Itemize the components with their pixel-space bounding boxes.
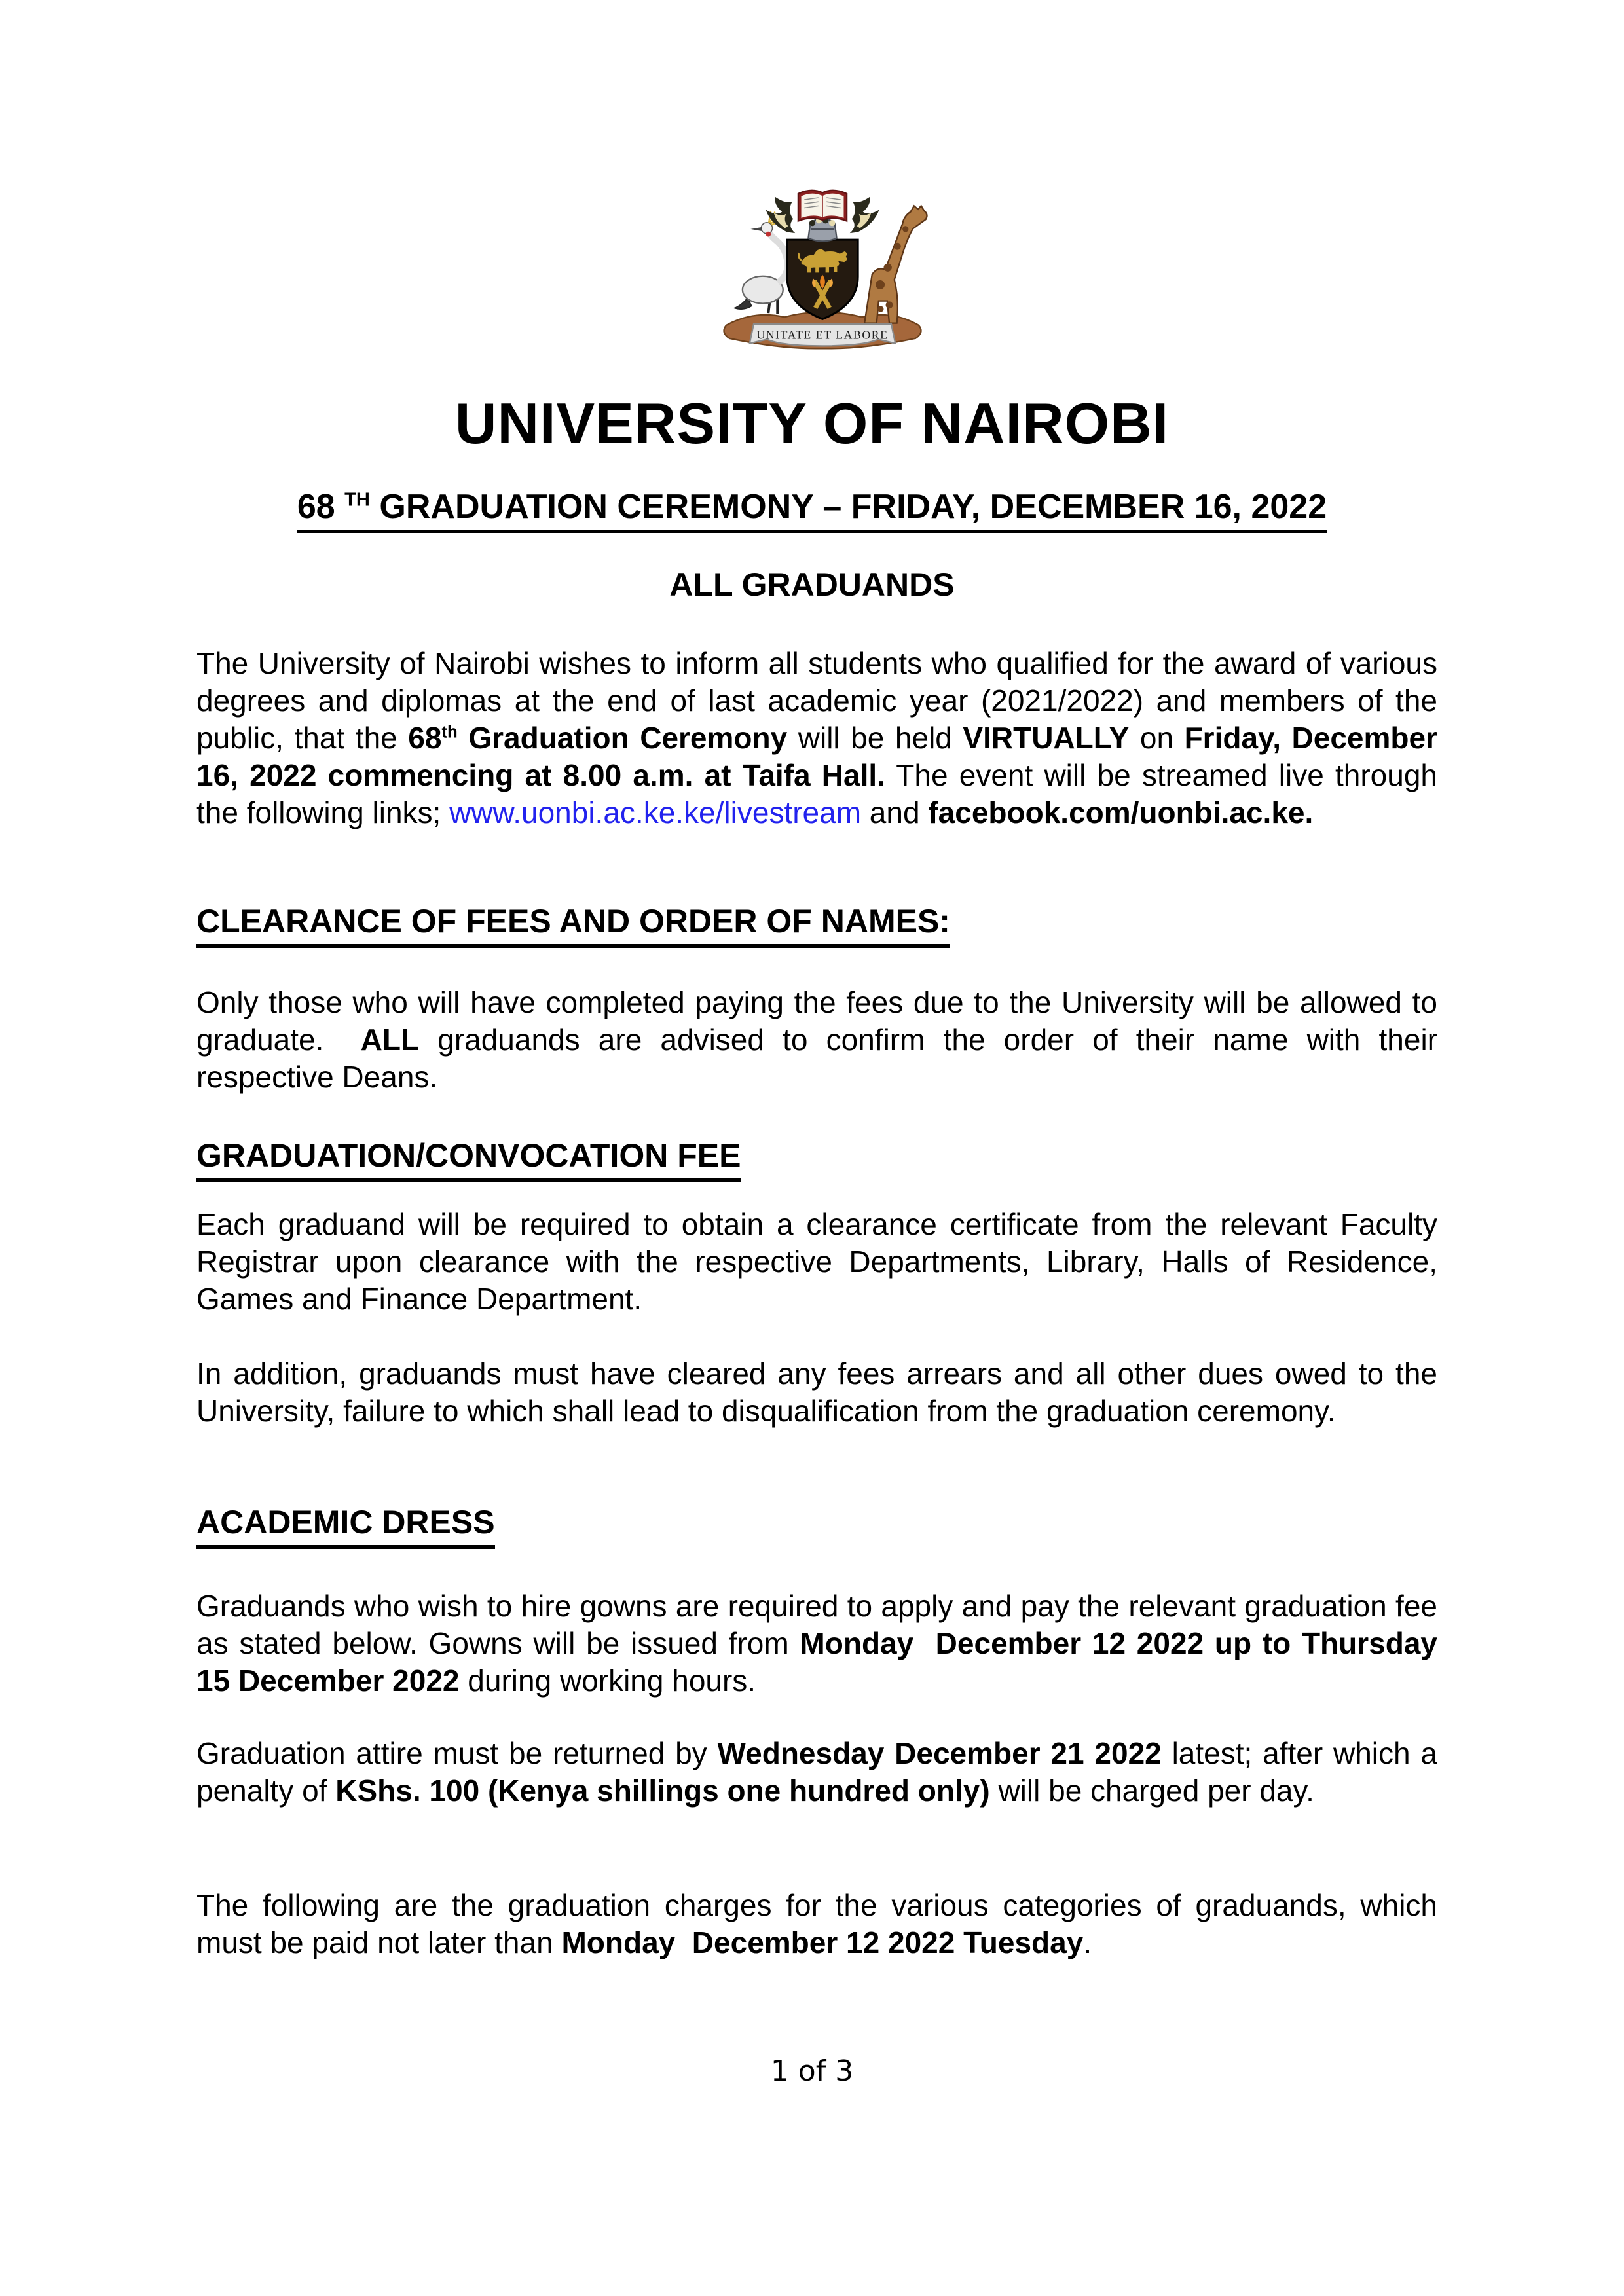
fee-heading-text: GRADUATION/CONVOCATION FEE	[196, 1137, 741, 1182]
audience-heading: ALL GRADUANDS	[669, 566, 955, 603]
text-run: latest; after which a penalty of	[196, 1736, 1438, 1808]
knight-helmet	[808, 217, 836, 241]
text-run: The following are the graduation charges for the various categories of graduands, which must be paid not later than	[196, 1888, 1437, 1959]
ceremony-heading-text	[297, 487, 1327, 533]
text-run: and	[861, 795, 929, 829]
clearance-heading-text: CLEARANCE OF FEES AND ORDER OF NAMES:	[196, 902, 950, 948]
logo-shield	[787, 240, 858, 319]
text-run: will be charged per day.	[989, 1774, 1314, 1808]
text-run: th	[441, 723, 458, 742]
text-run: The University of Nairobi wishes to inform all students who qualified for the award of various degrees and diplomas at the end of last academic year (2021/2022) and members of the public, that the	[196, 646, 1437, 755]
text-run: Only those who will have completed paying the fees due to the University will be allowed to graduate.	[196, 985, 1437, 1057]
text-run: will be held	[787, 721, 963, 755]
dress-paragraph-1	[196, 1588, 1437, 1700]
text-run: KShs. 100 (Kenya shillings one hundred only)	[335, 1774, 990, 1808]
text-run: TH	[344, 489, 370, 511]
intro-paragraph	[196, 645, 1437, 831]
text-run: 68	[408, 721, 442, 755]
text-run: GRADUATION CEREMONY – FRIDAY, DECEMBER 16, 2022	[369, 488, 1327, 526]
motto-text: UNITATE ET LABORE	[756, 328, 889, 342]
livestream-link[interactable]: www.uonbi.ac.ke.ke/livestream	[449, 795, 862, 829]
page-number: 1 of 3	[770, 2054, 854, 2088]
text-run: during working hours.	[459, 1664, 756, 1698]
dress-heading-text: ACADEMIC DRESS	[196, 1503, 495, 1549]
text-run: The event will be streamed live through the following links;	[196, 758, 1437, 829]
text-run: Monday December 12 2022 Tuesday	[561, 1925, 1084, 1959]
dress-section-heading	[196, 1503, 1437, 1549]
text-run: Graduands who wish to hire gowns are required to apply and pay the relevant graduation fee as stated below. Gowns will be issued from	[196, 1589, 1437, 1660]
ceremony-heading	[0, 487, 1624, 533]
text-run: Each graduand will be required to obtain a clearance certificate from the relevant Faculty Registrar upon clearance with the respective Departments, Library, Halls of Residence, Games and Finance Department.	[196, 1207, 1437, 1316]
text-run: 68	[297, 488, 345, 526]
open-book	[798, 191, 847, 221]
university-logo	[711, 145, 934, 361]
fee-paragraph-1	[196, 1206, 1437, 1318]
charges-paragraph	[196, 1887, 1437, 1961]
giraffe-figure	[864, 206, 927, 323]
clearance-paragraph	[196, 984, 1437, 1096]
uon-coat-of-arms-icon	[711, 145, 934, 361]
text-run: Graduation attire must be returned by	[196, 1736, 718, 1770]
text-run: Monday December 12 2022 up to Thursday 15 December 2022	[196, 1626, 1437, 1698]
text-run: .	[1083, 1925, 1092, 1959]
text-run: facebook.com/uonbi.ac.ke.	[928, 795, 1314, 829]
text-run: Graduation Ceremony	[457, 721, 788, 755]
text-run: ALL	[360, 1023, 420, 1057]
text-run: graduands are advised to confirm the order of their name with their respective Deans.	[196, 1023, 1437, 1094]
dress-paragraph-2	[196, 1735, 1437, 1810]
text-run: VIRTUALLY	[963, 721, 1130, 755]
page-title: UNIVERSITY OF NAIROBI	[454, 391, 1170, 456]
clearance-section-heading	[196, 902, 1437, 948]
text-run: In addition, graduands must have cleared any fees arrears and all other dues owed to the University, failure to which shall lead to disqualification from the graduation ceremony.	[196, 1357, 1437, 1428]
fee-paragraph-2	[196, 1355, 1437, 1430]
fee-section-heading	[196, 1137, 1437, 1182]
text-run: on	[1129, 721, 1185, 755]
text-run: Wednesday December 21 2022	[717, 1736, 1162, 1770]
text-run: Friday, December 16, 2022 commencing at 8.00 a.m. at Taifa Hall.	[196, 721, 1437, 792]
